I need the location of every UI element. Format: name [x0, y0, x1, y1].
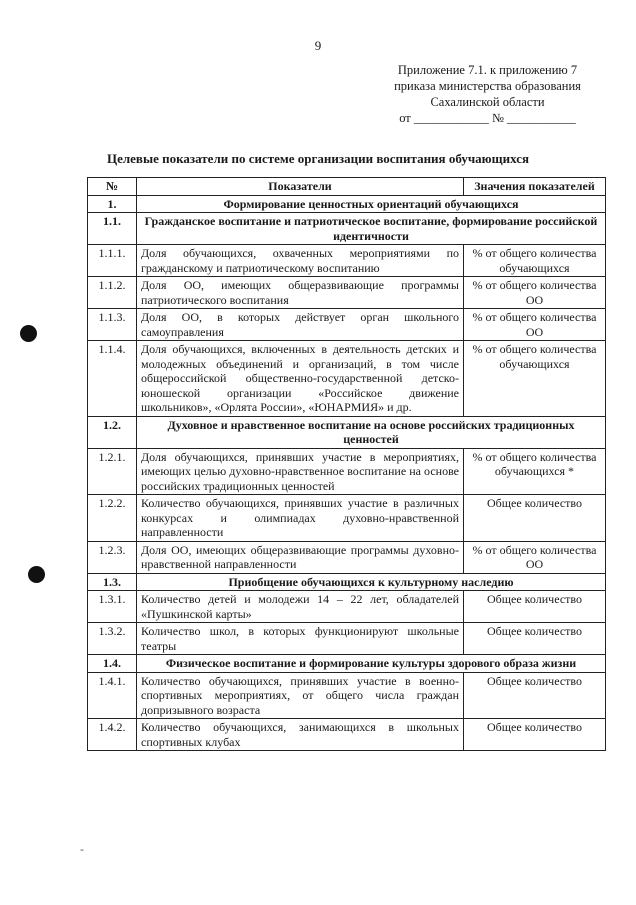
appendix-line-2: приказа министерства образования — [394, 79, 581, 93]
row-indicator: Доля ОО, в которых действует орган школьного самоуправления — [137, 309, 464, 341]
table-header-row — [88, 178, 606, 196]
table-row — [88, 495, 606, 542]
row-value: % от общего количества обучающихся — [464, 245, 606, 277]
row-value: Общее количество — [464, 672, 606, 719]
row-num: 1.1. — [88, 213, 137, 245]
row-indicator: Количество детей и молодежи 14 – 22 лет, обладателей «Пушкинской карты» — [137, 591, 464, 623]
row-num: 1.1.2. — [88, 277, 137, 309]
table-row — [88, 541, 606, 573]
appendix-line-3: Сахалинской области — [430, 95, 545, 109]
document-title: Целевые показатели по системе организации воспитания обучающихся — [106, 151, 529, 166]
binder-hole-top — [20, 325, 37, 342]
row-num: 1.3.1. — [88, 591, 137, 623]
row-value: % от общего количества ОО — [464, 277, 606, 309]
header-values: Значения показателей — [464, 178, 606, 196]
row-indicator: Доля обучающихся, охваченных мероприятиями по гражданскому и патриотическому воспитанию — [137, 245, 464, 277]
row-num: 1.2.2. — [88, 495, 137, 542]
row-num: 1.2.3. — [88, 541, 137, 573]
row-value: Общее количество — [464, 623, 606, 655]
row-value: Общее количество — [464, 591, 606, 623]
section-title: Формирование ценностных ориентаций обучающихся — [137, 195, 606, 213]
binder-hole-bottom — [28, 566, 45, 583]
row-indicator: Доля ОО, имеющих общеразвивающие программы патриотического воспитания — [137, 277, 464, 309]
table-row — [88, 341, 606, 417]
table-row — [88, 591, 606, 623]
row-num: 1.2. — [88, 416, 137, 448]
header-indicators: Показатели — [137, 178, 464, 196]
row-value: % от общего количества обучающихся — [464, 341, 606, 417]
row-indicator: Количество обучающихся, занимающихся в школьных спортивных клубах — [137, 719, 464, 751]
section-title: Физическое воспитание и формирование культуры здорового образа жизни — [137, 655, 606, 673]
table-row — [88, 623, 606, 655]
table-row — [88, 672, 606, 719]
table-row — [88, 309, 606, 341]
row-num: 1. — [88, 195, 137, 213]
row-value: Общее количество — [464, 495, 606, 542]
row-num: 1.3.2. — [88, 623, 137, 655]
row-num: 1.4.1. — [88, 672, 137, 719]
row-value: % от общего количества ОО — [464, 541, 606, 573]
table-row — [88, 719, 606, 751]
scan-mark: - — [80, 842, 84, 856]
row-num: 1.4.2. — [88, 719, 137, 751]
indicators-table — [87, 177, 606, 751]
header-num: № — [88, 178, 137, 196]
row-num: 1.2.1. — [88, 448, 137, 495]
table-row — [88, 277, 606, 309]
row-indicator: Количество обучающихся, принявших участие в различных конкурсах и олимпиадах духовно-нравственной направленности — [137, 495, 464, 542]
row-num: 1.1.3. — [88, 309, 137, 341]
section-title: Приобщение обучающихся к культурному наследию — [137, 573, 606, 591]
row-num: 1.1.1. — [88, 245, 137, 277]
row-indicator: Доля обучающихся, включенных в деятельность детских и молодежных объединений и организаций, в том числе общероссийской общественно-государственной детско- юношеской организации «Российское движение школьников», «Орлята России», «ЮНАРМИЯ» и др. — [137, 341, 464, 417]
section-row — [88, 213, 606, 245]
section-row — [88, 195, 606, 213]
table-row — [88, 448, 606, 495]
row-num: 1.4. — [88, 655, 137, 673]
table-row — [88, 245, 606, 277]
row-value: % от общего количества ОО — [464, 309, 606, 341]
row-value: % от общего количества обучающихся * — [464, 448, 606, 495]
row-indicator: Количество школ, в которых функционируют школьные театры — [137, 623, 464, 655]
section-title: Духовное и нравственное воспитание на основе российских традиционных ценностей — [137, 416, 606, 448]
appendix-line-4: от ____________ № ___________ — [399, 111, 576, 125]
appendix-header — [380, 62, 595, 126]
row-num: 1.1.4. — [88, 341, 137, 417]
row-num: 1.3. — [88, 573, 137, 591]
page-number: 9 — [314, 38, 322, 53]
row-indicator: Доля ОО, имеющих общеразвивающие программы духовно-нравственной направленности — [137, 541, 464, 573]
section-row — [88, 416, 606, 448]
section-row — [88, 573, 606, 591]
row-indicator: Количество обучающихся, принявших участие в военно-спортивных мероприятиях, от общего числа граждан допризывного возраста — [137, 672, 464, 719]
section-row — [88, 655, 606, 673]
row-indicator: Доля обучающихся, принявших участие в мероприятиях, имеющих целью духовно-нравственное воспитание на основе российских традиционных ценностей — [137, 448, 464, 495]
appendix-line-1: Приложение 7.1. к приложению 7 — [397, 63, 578, 77]
row-value: Общее количество — [464, 719, 606, 751]
section-title: Гражданское воспитание и патриотическое воспитание, формирование российской идентичности — [137, 213, 606, 245]
